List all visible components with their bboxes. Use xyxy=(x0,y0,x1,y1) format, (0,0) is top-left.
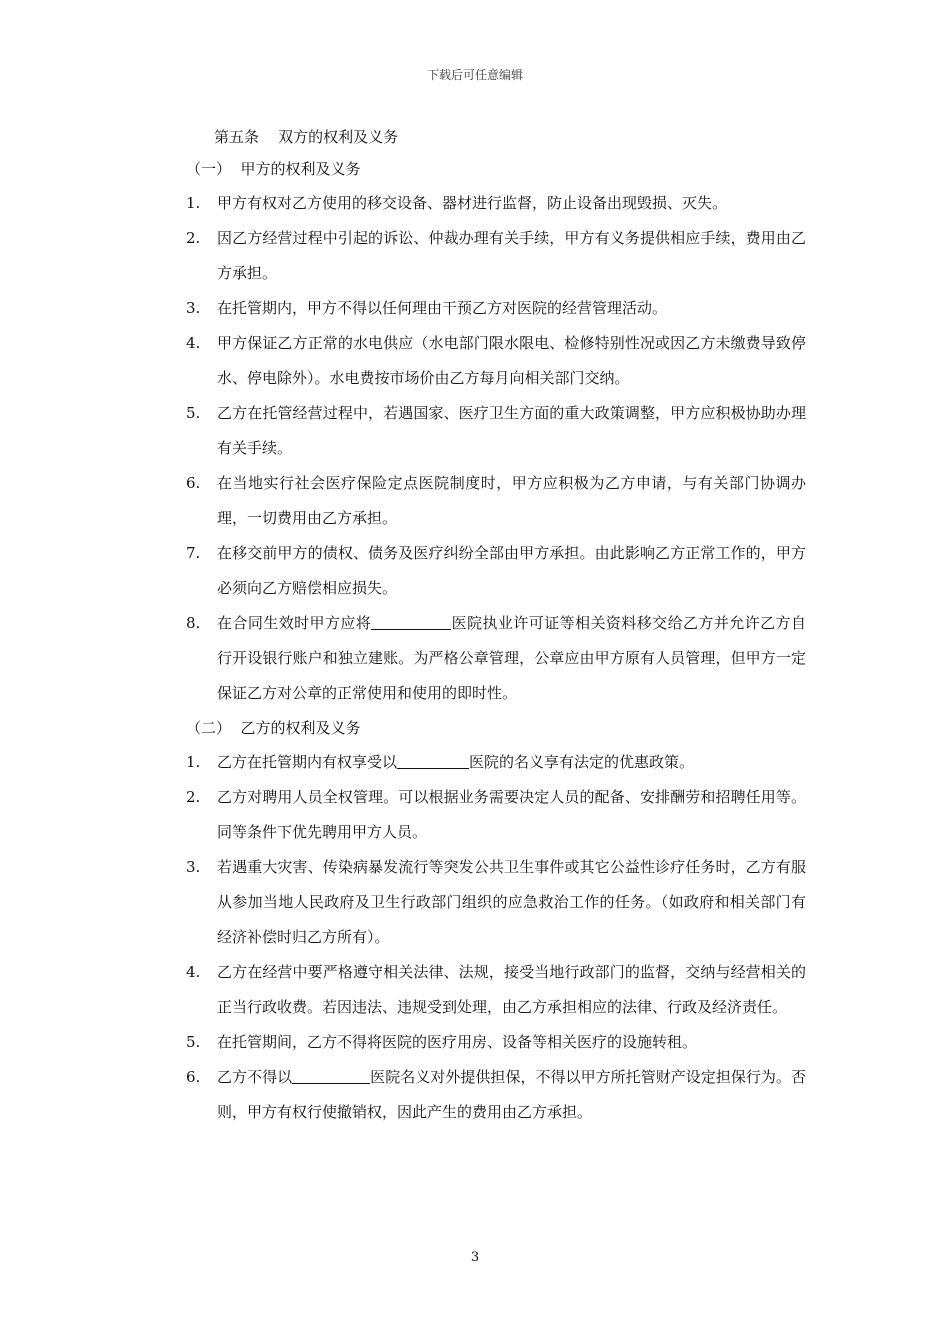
item-text-before-blank: 乙方在托管期内有权享受以 xyxy=(217,753,398,771)
item-text: 在移交前甲方的债权、债务及医疗纠纷全部由甲方承担。由此影响乙方正常工作的，甲方必须向乙方赔偿相应损失。 xyxy=(217,544,806,597)
list-item xyxy=(186,396,806,466)
item-text: 在当地实行社会医疗保险定点医院制度时，甲方应积极为乙方申请，与有关部门协调办理，一切费用由乙方承担。 xyxy=(217,474,806,527)
item-text: 甲方有权对乙方使用的移交设备、器材进行监督，防止设备出现毁损、灭失。 xyxy=(217,194,728,212)
item-text: 乙方对聘用人员全权管理。可以根据业务需要决定人员的配备、安排酬劳和招聘任用等。同等条件下优先聘用甲方人员。 xyxy=(217,788,806,841)
list-item xyxy=(186,536,806,606)
item-text xyxy=(217,1060,806,1130)
item-text-before-blank: 在合同生效时甲方应将 xyxy=(217,614,372,632)
list-item xyxy=(186,780,806,850)
item-number: 3. xyxy=(186,299,201,317)
fill-in-blank xyxy=(371,611,451,630)
item-text: 在托管期内，甲方不得以任何理由干预乙方对医院的经营管理活动。 xyxy=(217,299,668,317)
item-text xyxy=(217,606,806,711)
item-number: 2. xyxy=(186,229,201,247)
page-number: 3 xyxy=(470,1250,480,1265)
item-text: 因乙方经营过程中引起的诉讼、仲裁办理有关手续，甲方有义务提供相应手续，费用由乙方承担。 xyxy=(217,229,806,282)
item-number: 1. xyxy=(186,194,201,212)
list-item xyxy=(186,606,806,711)
item-text: 甲方保证乙方正常的水电供应（水电部门限水限电、检修特别性况或因乙方未缴费导致停水、停电除外）。水电费按市场价由乙方每月向相关部门交纳。 xyxy=(217,334,806,387)
article-title: 第五条 双方的权利及义务 xyxy=(214,128,399,146)
item-number: 8. xyxy=(186,614,201,632)
item-text-after-blank: 医院的名义享有法定的优惠政策。 xyxy=(469,753,695,771)
item-text xyxy=(217,745,806,780)
item-text: 乙方在托管经营过程中，若遇国家、医疗卫生方面的重大政策调整，甲方应积极协助办理有关手续。 xyxy=(217,404,806,457)
list-item xyxy=(186,1025,806,1060)
item-text-after-blank: 医院执业许可证等相关资料移交给乙方并允许乙方自行开设银行账户和独立建账。为严格公章管理，公章应由甲方原有人员管理，但甲方一定保证乙方对公章的正常使用和使用的即时性。 xyxy=(217,614,806,702)
list-item xyxy=(186,850,806,955)
item-number: 5. xyxy=(186,404,201,422)
list-item xyxy=(186,326,806,396)
item-text: 若遇重大灾害、传染病暴发流行等突发公共卫生事件或其它公益性诊疗任务时，乙方有服从参加当地人民政府及卫生行政部门组织的应急救治工作的任务。（如政府和相关部门有经济补偿时归乙方所有）。 xyxy=(217,858,806,946)
item-text: 乙方在经营中要严格遵守相关法律、法规，接受当地行政部门的监督，交纳与经营相关的正当行政收费。若因违法、违规受到处理，由乙方承担相应的法律、行政及经济责任。 xyxy=(217,963,806,1016)
item-number: 4. xyxy=(186,963,201,981)
item-number: 7. xyxy=(186,544,201,562)
section-title-party-b: （二） 乙方的权利及义务 xyxy=(186,719,361,737)
fill-in-blank xyxy=(397,750,469,769)
fill-in-blank xyxy=(292,1065,370,1084)
list-item xyxy=(186,955,806,1025)
item-number: 2. xyxy=(186,788,201,806)
item-number: 6. xyxy=(186,1068,201,1086)
section-title-party-a: （一） 甲方的权利及义务 xyxy=(186,160,361,178)
page-header: 下载后可任意编辑 xyxy=(426,68,523,82)
list-item xyxy=(186,1060,806,1130)
item-number: 4. xyxy=(186,334,201,352)
list-item xyxy=(186,186,806,221)
item-text: 在托管期间，乙方不得将医院的医疗用房、设备等相关医疗的设施转租。 xyxy=(217,1033,698,1051)
list-item xyxy=(186,745,806,780)
item-text-before-blank: 乙方不得以 xyxy=(217,1068,293,1086)
list-item xyxy=(186,221,806,291)
item-number: 6. xyxy=(186,474,201,492)
item-number: 3. xyxy=(186,858,201,876)
list-item xyxy=(186,291,806,326)
item-text-after-blank: 医院名义对外提供担保，不得以甲方所托管财产设定担保行为。否则，甲方有权行使撤销权，因此产生的费用由乙方承担。 xyxy=(217,1068,806,1121)
item-number: 1. xyxy=(186,753,201,771)
item-number: 5. xyxy=(186,1033,201,1051)
list-item xyxy=(186,466,806,536)
document-body xyxy=(186,122,806,1130)
